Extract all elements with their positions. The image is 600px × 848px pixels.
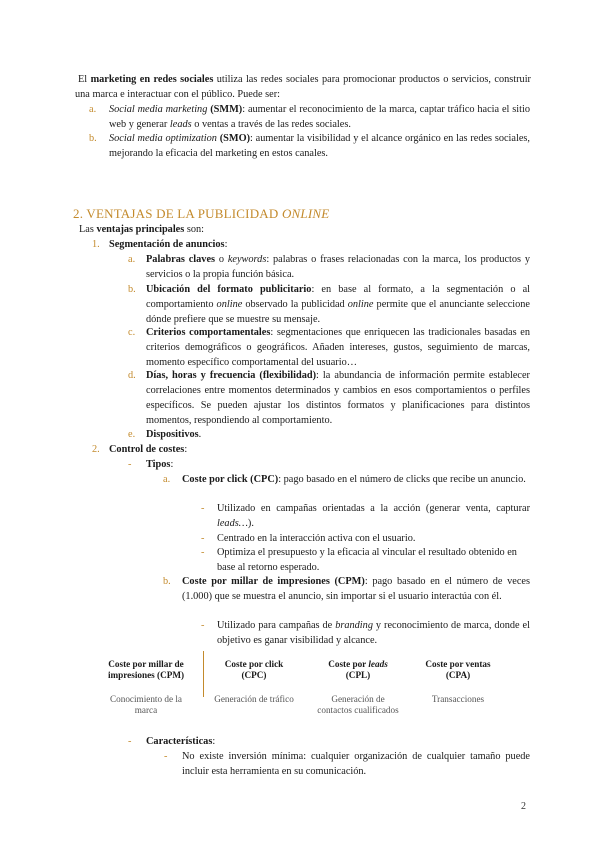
list1-marker: 1. (92, 239, 100, 250)
intro-item-a: Social media marketing (SMM): aumentar el reconocimiento de la marca, captar tráfico hacia el sitio web y generar leads o ventas a través de las redes sociales. (109, 104, 530, 130)
section-heading: 2. VENTAJAS DE LA PUBLICIDAD ONLINE (73, 206, 330, 221)
cpc-bullet-1: Utilizado en campañas orientadas a la acción (generar venta, capturar leads…). (217, 503, 530, 529)
table-cell-cpa: Transacciones (431, 694, 485, 704)
tipos-marker: - (128, 459, 132, 470)
cpm-marker: b. (163, 576, 171, 587)
intro-term: marketing en redes sociales (90, 74, 214, 85)
cpc-bullet-3-marker: - (201, 547, 205, 558)
intro-item-a-marker: a. (89, 104, 97, 115)
cpc-bullet-1-marker: - (201, 503, 205, 514)
cpc-definition: Coste por click (CPC): pago basado en el número de clicks que recibe un anuncio. (182, 474, 526, 485)
cpc-bullet-2-marker: - (201, 533, 205, 544)
table-cell-cpl: Generación de contactos cualificados (317, 694, 399, 715)
intro-paragraph: El marketing en redes sociales utiliza las redes sociales para promocionar productos o servicios, construir una marca e interactuar con el público. Puede ser: (75, 74, 531, 100)
caracteristicas-marker: - (128, 736, 132, 747)
table-header-cpa: Coste por ventas (CPA) (425, 659, 491, 680)
cpm-definition: Coste por millar de impresiones (CPM): pago basado en el número de veces (1.000) que se muestra el anuncio, sin importar si el usuario interactúa con él. (182, 576, 530, 602)
ventajas-intro: Las ventajas principales son: (79, 224, 205, 235)
list1-title: Segmentación de anuncios: (109, 239, 228, 250)
list1-item-d: Días, horas y frecuencia (flexibilidad): la abundancia de información permite establecer correlaciones entre momentos determinados y cambios en esos comportamientos o perfiles específicos. Se pueden ajustar los distintos formatos y planificaciones para distintos momentos, respondiendo al comportamiento. (146, 370, 530, 426)
list1-item-a: Palabras claves o keywords: palabras o frases relacionadas con la marca, los productos y servicios o la propia función básica. (146, 254, 531, 280)
cost-model-table (96, 651, 516, 723)
caracteristicas-bullet: No existe inversión mínima: cualquier organización de cualquier tamaño puede incluir esta herramienta en su comunicación. (182, 751, 530, 777)
list2-title: Control de costes: (109, 444, 188, 455)
cpm-bullet-marker: - (201, 620, 205, 631)
list1-b-marker: b. (128, 284, 136, 295)
list1-item-e: Dispositivos. (146, 429, 202, 440)
list1-item-b: Ubicación del formato publicitario: en base al formato, a la segmentación o al comportamiento online observado la publicidad online permite que el anunciante seleccione dónde prefiere que se muestre su mensaje. (146, 284, 531, 325)
cpc-bullet-2: Centrado en la interacción activa con el usuario. (217, 533, 416, 544)
caracteristicas-bullet-marker: - (164, 751, 168, 762)
intro-item-b: Social media optimization (SMO): aumentar la visibilidad y el alcance orgánico en las redes sociales, mejorando la eficacia del marketing en estos canales. (109, 133, 530, 159)
list1-item-c: Criterios comportamentales: segmentaciones que enriquecen las tradicionales basadas en criterios demográficos o geográficos. Añaden intereses, gustos, seguimiento de marcas, momento específico comportamental del usuario… (146, 327, 530, 368)
table-cell-cpm: Conocimiento de la marca (110, 694, 182, 715)
cpm-bullet: Utilizado para campañas de branding y reconocimiento de marca, donde el objetivo es ganar visibilidad y alcance. (217, 620, 530, 646)
list1-a-marker: a. (128, 254, 136, 265)
list1-e-marker: e. (128, 429, 136, 440)
cpc-marker: a. (163, 474, 171, 485)
table-header-cpm: Coste por millar de impresiones (CPM) (107, 659, 185, 680)
tipos-label: Tipos: (146, 459, 174, 470)
intro-item-b-marker: b. (89, 133, 97, 144)
cpc-bullet-3: Optimiza el presupuesto y la eficacia al vincular el resultado obtenido en base al retorno esperado. (217, 547, 517, 573)
table-cell-cpc: Generación de tráfico (214, 694, 294, 704)
table-header-cpl: Coste por leads (CPL) (328, 659, 388, 680)
caracteristicas-label: Características: (146, 736, 216, 747)
table-header-cpc: Coste por click (CPC) (224, 659, 284, 680)
list1-d-marker: d. (128, 370, 136, 381)
list2-marker: 2. (92, 444, 100, 455)
list1-c-marker: c. (128, 327, 136, 338)
page-number: 2 (521, 801, 526, 812)
